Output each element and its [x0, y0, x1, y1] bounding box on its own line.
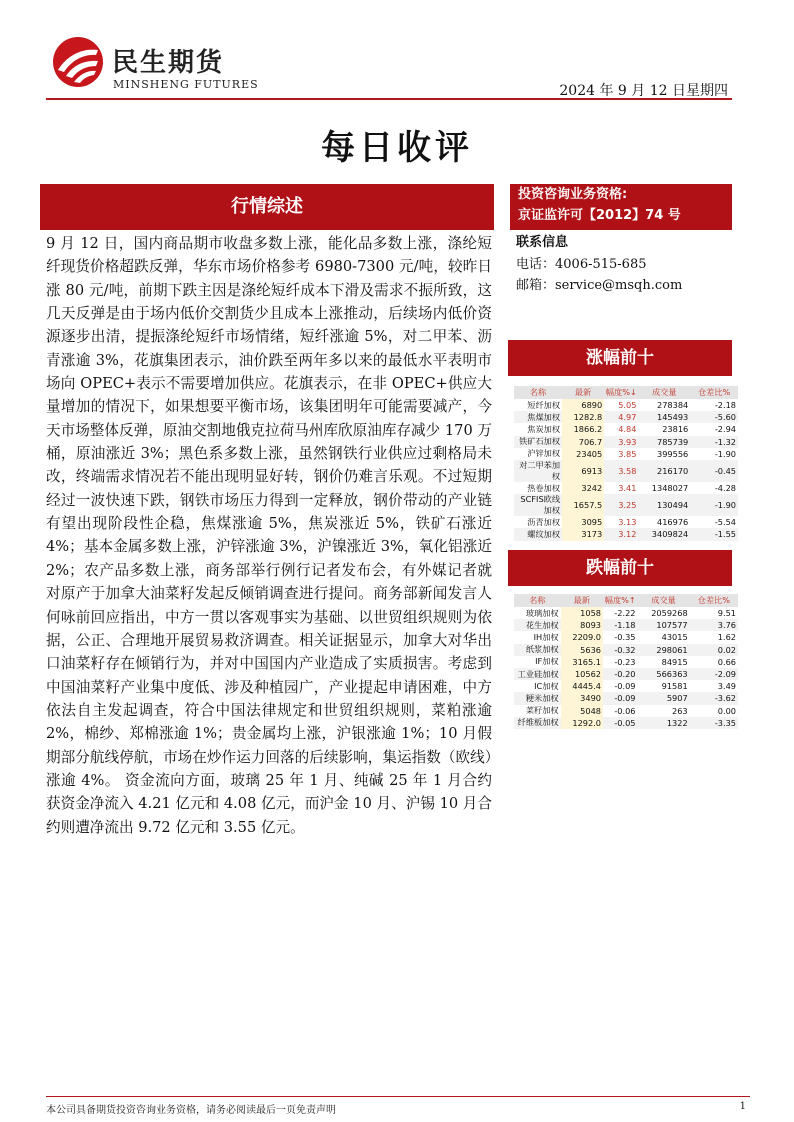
table-cell: 23816 — [638, 423, 690, 435]
table-cell: 706.7 — [562, 436, 604, 448]
table-cell: 4445.4 — [561, 680, 603, 692]
table-cell: 107577 — [638, 619, 690, 631]
table-cell: 84915 — [638, 656, 690, 668]
col-header: 最新 — [562, 386, 604, 399]
table-cell: 纤维板加权 — [514, 717, 561, 729]
table-cell: IH加权 — [514, 631, 561, 643]
table-cell: 沥青加权 — [514, 516, 562, 528]
top-losers-table — [514, 594, 738, 729]
table-cell: 1058 — [561, 607, 603, 619]
table-cell: 5907 — [638, 692, 690, 704]
table-cell: 3.85 — [604, 448, 638, 460]
table-row — [514, 436, 738, 448]
table-cell: 0.02 — [690, 644, 738, 656]
table-cell: 2209.0 — [561, 631, 603, 643]
table-cell: -1.90 — [690, 448, 738, 460]
table-row — [514, 494, 738, 516]
table-row — [514, 644, 738, 656]
table-cell: 4.97 — [604, 411, 638, 423]
table-cell: 5.05 — [604, 399, 638, 411]
table-cell: 粳米加权 — [514, 692, 561, 704]
contact-title: 联系信息 — [516, 235, 569, 250]
table-cell: 3.93 — [604, 436, 638, 448]
table-cell: 23405 — [562, 448, 604, 460]
table-row — [514, 705, 738, 717]
table-cell: 1292.0 — [561, 717, 603, 729]
table-cell: -0.06 — [603, 705, 638, 717]
report-date: 2024 年 9 月 12 日星期四 — [559, 83, 728, 99]
table-cell: 4.84 — [604, 423, 638, 435]
table-cell: 焦煤加权 — [514, 411, 562, 423]
table-cell: IC加权 — [514, 680, 561, 692]
table-cell: -3.62 — [690, 692, 738, 704]
table-cell: 沪锌加权 — [514, 448, 562, 460]
contact-info — [516, 232, 682, 297]
table-cell: -0.23 — [603, 656, 638, 668]
contact-phone: 电话：4006-515-685 — [516, 256, 647, 272]
col-header: 成交量 — [638, 594, 690, 607]
table-cell: 花生加权 — [514, 619, 561, 631]
table-cell: -2.09 — [690, 668, 738, 680]
table-cell: 399556 — [638, 448, 690, 460]
col-header: 幅度%↓ — [605, 387, 637, 397]
table-cell: 91581 — [638, 680, 690, 692]
table-cell: 热卷加权 — [514, 482, 562, 494]
table-cell: 纸浆加权 — [514, 644, 561, 656]
table-cell: 3165.1 — [561, 656, 603, 668]
table-row — [514, 668, 738, 680]
table-cell: 玻璃加权 — [514, 607, 561, 619]
col-header: 仓差比% — [690, 386, 738, 399]
table-cell: 8093 — [561, 619, 603, 631]
table-cell: 0.66 — [690, 656, 738, 668]
table-cell: 焦炭加权 — [514, 423, 562, 435]
overview-section-title: 行情综述 — [40, 184, 494, 230]
table-row — [514, 460, 738, 482]
table-header-row — [514, 594, 738, 607]
table-cell: 3.58 — [604, 460, 638, 482]
table-cell: 6890 — [562, 399, 604, 411]
top-losers-title: 跌幅前十 — [508, 550, 732, 586]
table-cell: -1.32 — [690, 436, 738, 448]
header-divider — [46, 98, 732, 100]
table-row — [514, 423, 738, 435]
table-row — [514, 516, 738, 528]
col-header: 成交量 — [638, 386, 690, 399]
table-cell: 螺纹加权 — [514, 528, 562, 540]
table-cell: 短纤加权 — [514, 399, 562, 411]
table-cell: -1.55 — [690, 528, 738, 540]
col-header: 名称 — [514, 594, 561, 607]
table-cell: 3.12 — [604, 528, 638, 540]
contact-email[interactable]: 邮箱：service@msqh.com — [516, 278, 683, 293]
overview-text: 9 月 12 日，国内商品期市收盘多数上涨，能化品多数上涨，涤纶短纤现货价格超跌反弹，华东市场价格参考 6980-7300 元/吨，较昨日涨 80 元/吨，前期下跌主因是涤纶短纤成本下滑及需求不振所致，这几天反弹是由于场内低价交割货少且成本上涨推动，后续场内低价资源逐步出清，提振涤纶短纤市场情绪，短纤涨逾 5%，对二甲苯、沥青涨逾 3%，花旗集团表示，油价跌至两年多以来的最低水平表明市场向 OPEC+表示不需要增加供应。花旗表示，在非 OPEC+供应大量增加的情况下，如果想要平衡市场，该集团明年可能需要减产，今天市场整体反弹，原油交割地俄克拉荷马州库欣原油库存减少 170 万桶，原油涨近 3%；黑色系多数上涨，虽然钢铁行业供应过剩格局未改，终端需求情况若不能出现明显好转，钢价仍难言乐观。不过短期经过一波快速下跌，钢铁市场压力得到一定释放，钢价带动的产业链有望出现阶段性企稳，焦煤涨逾 5%，焦炭涨近 5%，铁矿石涨近 4%；基本金属多数上涨，沪锌涨逾 3%，沪镍涨近 3%，氧化铝涨近 2%；农产品多数上涨，商务部举行例行记者发布会，有外媒记者就对原产于加拿大油菜籽发起反倾销调查进行提问。商务部新闻发言人何咏前回应指出，中方一贯以客观事实为基础、以世贸组织规则为依据，公正、合理地开展贸易救济调查。相关证据显示，加拿大对华出口油菜籽存在倾销行为，并对中国国内产业造成了实质损害。考虑到中国油菜籽产业集中度低、涉及种植园广，产业提起申请困难，中方依法自主发起调查，符合中国法律规定和世贸组织规则，菜粕涨逾 2%，棉纱、郑棉涨逾 1%；贵金属均上涨，沪银涨逾 1%；10 月假期部分航线停航，市场在炒作运力回落的后续影响，集运指数（欧线）涨逾 4%。 资金流向方面，玻璃 25 年 1 月、纯碱 25 年 1 月合约获资金净流入 4.21 亿元和 4.08 亿元，而沪金 10 月、沪锡 10 月合约则遭净流出 9.72 亿元和 3.55 亿元。 — [46, 235, 492, 836]
table-cell: 3.49 — [690, 680, 738, 692]
table-row — [514, 631, 738, 643]
table-cell: 1348027 — [638, 482, 690, 494]
table-row — [514, 680, 738, 692]
table-cell: 785739 — [638, 436, 690, 448]
table-cell: -0.09 — [603, 692, 638, 704]
table-cell: 1657.5 — [562, 494, 604, 516]
table-cell: -0.05 — [603, 717, 638, 729]
table-cell: 5636 — [561, 644, 603, 656]
top-gainers-table — [514, 386, 738, 541]
minsheng-logo-icon — [52, 36, 104, 88]
page-header — [46, 30, 732, 102]
table-cell: -0.09 — [603, 680, 638, 692]
table-cell: 43015 — [638, 631, 690, 643]
table-cell: 3490 — [561, 692, 603, 704]
table-cell: -1.90 — [690, 494, 738, 516]
table-cell: IF加权 — [514, 656, 561, 668]
table-row — [514, 619, 738, 631]
table-cell: -2.22 — [603, 607, 638, 619]
table-cell: -0.20 — [603, 668, 638, 680]
table-cell: SCFIS欧线加权 — [514, 494, 562, 516]
table-cell: 1322 — [638, 717, 690, 729]
table-cell: 278384 — [638, 399, 690, 411]
table-cell: 工业硅加权 — [514, 668, 561, 680]
col-header: 仓差比% — [690, 594, 738, 607]
table-cell: -0.35 — [603, 631, 638, 643]
footer-disclaimer: 本公司具备期货投资咨询业务资格，请务必阅读最后一页免责声明 — [46, 1105, 336, 1116]
col-header: 名称 — [514, 386, 562, 399]
table-cell: 6913 — [562, 460, 604, 482]
table-cell: -3.35 — [690, 717, 738, 729]
brand-name-en: MINSHENG FUTURES — [113, 78, 259, 91]
table-cell: 3.41 — [604, 482, 638, 494]
table-row — [514, 411, 738, 423]
table-row — [514, 528, 738, 540]
table-cell: 416976 — [638, 516, 690, 528]
table-cell: -5.60 — [690, 411, 738, 423]
table-row — [514, 607, 738, 619]
table-cell: 3.25 — [604, 494, 638, 516]
footer-divider — [46, 1096, 750, 1097]
table-row — [514, 482, 738, 494]
table-row — [514, 399, 738, 411]
table-cell: -5.54 — [690, 516, 738, 528]
table-cell: -1.18 — [603, 619, 638, 631]
table-cell: 铁矿石加权 — [514, 436, 562, 448]
col-header: 幅度%↑ — [604, 595, 636, 605]
table-cell: 216170 — [638, 460, 690, 482]
table-cell: 对二甲苯加权 — [514, 460, 562, 482]
table-cell: 3.13 — [604, 516, 638, 528]
table-cell: 0.00 — [690, 705, 738, 717]
table-cell: 2059268 — [638, 607, 690, 619]
table-header-row — [514, 386, 738, 399]
page-number: 1 — [739, 1101, 746, 1112]
page-title: 每日收评 — [321, 128, 473, 168]
table-cell: 145493 — [638, 411, 690, 423]
qualification-line1: 投资咨询业务资格: — [518, 187, 628, 202]
table-cell: 298061 — [638, 644, 690, 656]
col-header: 最新 — [561, 594, 603, 607]
table-cell: -2.94 — [690, 423, 738, 435]
table-cell: 5048 — [561, 705, 603, 717]
table-cell: 1.62 — [690, 631, 738, 643]
table-cell: -0.32 — [603, 644, 638, 656]
qualification-box — [510, 184, 732, 230]
table-cell: -0.45 — [690, 460, 738, 482]
table-cell: 菜籽加权 — [514, 705, 561, 717]
table-cell: 130494 — [638, 494, 690, 516]
table-row — [514, 656, 738, 668]
table-row — [514, 717, 738, 729]
table-cell: 3095 — [562, 516, 604, 528]
qualification-line2: 京证监许可【2012】74 号 — [518, 208, 681, 223]
table-cell: -4.28 — [690, 482, 738, 494]
table-row — [514, 692, 738, 704]
table-cell: 263 — [638, 705, 690, 717]
brand-name-cn: 民生期货 — [112, 48, 225, 78]
table-cell: 3242 — [562, 482, 604, 494]
table-cell: 1282.8 — [562, 411, 604, 423]
table-cell: 3409824 — [638, 528, 690, 540]
top-gainers-title: 涨幅前十 — [508, 340, 732, 376]
table-cell: 3.76 — [690, 619, 738, 631]
table-cell: 1866.2 — [562, 423, 604, 435]
table-cell: -2.18 — [690, 399, 738, 411]
table-cell: 3173 — [562, 528, 604, 540]
table-row — [514, 448, 738, 460]
table-cell: 10562 — [561, 668, 603, 680]
table-cell: 566363 — [638, 668, 690, 680]
table-cell: 9.51 — [690, 607, 738, 619]
